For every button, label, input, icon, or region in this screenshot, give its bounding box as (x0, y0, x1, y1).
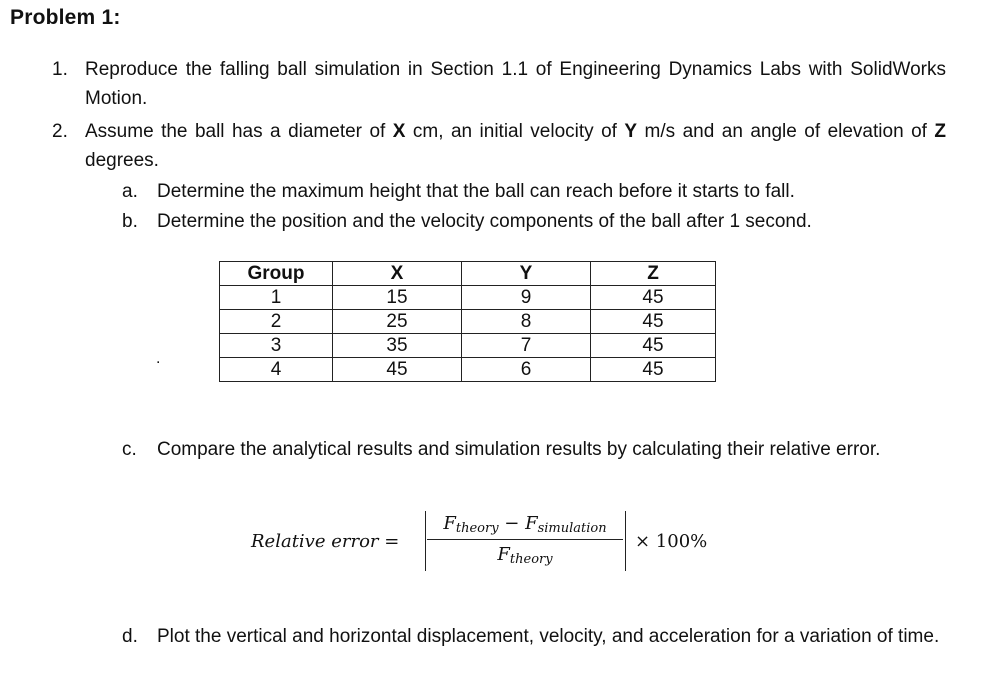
fraction-bar (427, 539, 623, 540)
subitem-text: Compare the analytical results and simulation results by calculating their relative error. (157, 439, 881, 460)
formula-denominator (427, 542, 623, 568)
abs-bar-right (625, 511, 626, 571)
table-row (220, 358, 716, 382)
text-segment: cm, an initial velocity of (405, 121, 625, 142)
table-cell: 15 (333, 286, 462, 310)
col-header-x: X (333, 262, 462, 286)
subitem-letter: d. (122, 626, 138, 647)
formula-lhs: Relative error = (251, 531, 400, 552)
table-cell: 8 (462, 310, 591, 334)
table-row (220, 286, 716, 310)
subitem-letter: c. (122, 439, 137, 460)
table-cell: 3 (220, 334, 333, 358)
table-cell: 4 (220, 358, 333, 382)
variable-z: Z (934, 121, 946, 142)
variable-x: X (392, 121, 406, 142)
text-segment: Assume the ball has a diameter of (85, 121, 393, 142)
subscript-theory: theory (455, 521, 499, 536)
table-cell: 45 (591, 310, 716, 334)
stray-dot: . (156, 350, 161, 367)
symbol-f: F (525, 513, 538, 534)
table-cell: 45 (591, 334, 716, 358)
col-header-z: Z (591, 262, 716, 286)
table-row (220, 310, 716, 334)
subitem-text: Determine the maximum height that the ball can reach before it starts to fall. (157, 181, 795, 202)
formula-numerator (427, 511, 623, 537)
subscript-simulation: simulation (537, 521, 607, 536)
table-row (220, 334, 716, 358)
subscript-theory: theory (509, 552, 553, 567)
table-cell: 25 (333, 310, 462, 334)
table-cell: 2 (220, 310, 333, 334)
table-cell: 1 (220, 286, 333, 310)
group-table (219, 261, 716, 382)
table-cell: 9 (462, 286, 591, 310)
item-text (85, 117, 946, 175)
table-cell: 45 (333, 358, 462, 382)
formula-rhs: × 100% (635, 531, 708, 552)
table-header-row (220, 262, 716, 286)
symbol-f: F (497, 544, 510, 565)
variable-y: Y (624, 121, 638, 142)
item-number: 2. (52, 121, 68, 142)
subitem-text: Plot the vertical and horizontal displacement, velocity, and acceleration for a variation of time. (157, 626, 940, 647)
col-header-y: Y (462, 262, 591, 286)
table-cell: 45 (591, 286, 716, 310)
item-number: 1. (52, 59, 68, 80)
table-cell: 6 (462, 358, 591, 382)
col-header-group: Group (220, 262, 333, 286)
abs-bar-left (425, 511, 426, 571)
table-cell: 35 (333, 334, 462, 358)
text-segment: degrees. (85, 150, 159, 171)
subitem-text: Determine the position and the velocity components of the ball after 1 second. (157, 211, 812, 232)
subitem-letter: b. (122, 211, 138, 232)
problem-title: Problem 1: (10, 6, 121, 29)
table-cell: 7 (462, 334, 591, 358)
subitem-letter: a. (122, 181, 138, 202)
item-text: Reproduce the falling ball simulation in Section 1.1 of Engineering Dynamics Labs with SolidWorks Motion. (85, 59, 946, 109)
formula-fraction (427, 511, 623, 568)
text-segment: m/s and an angle of elevation of (637, 121, 935, 142)
minus-sign: − (498, 513, 526, 534)
table-cell: 45 (591, 358, 716, 382)
symbol-f: F (443, 513, 456, 534)
